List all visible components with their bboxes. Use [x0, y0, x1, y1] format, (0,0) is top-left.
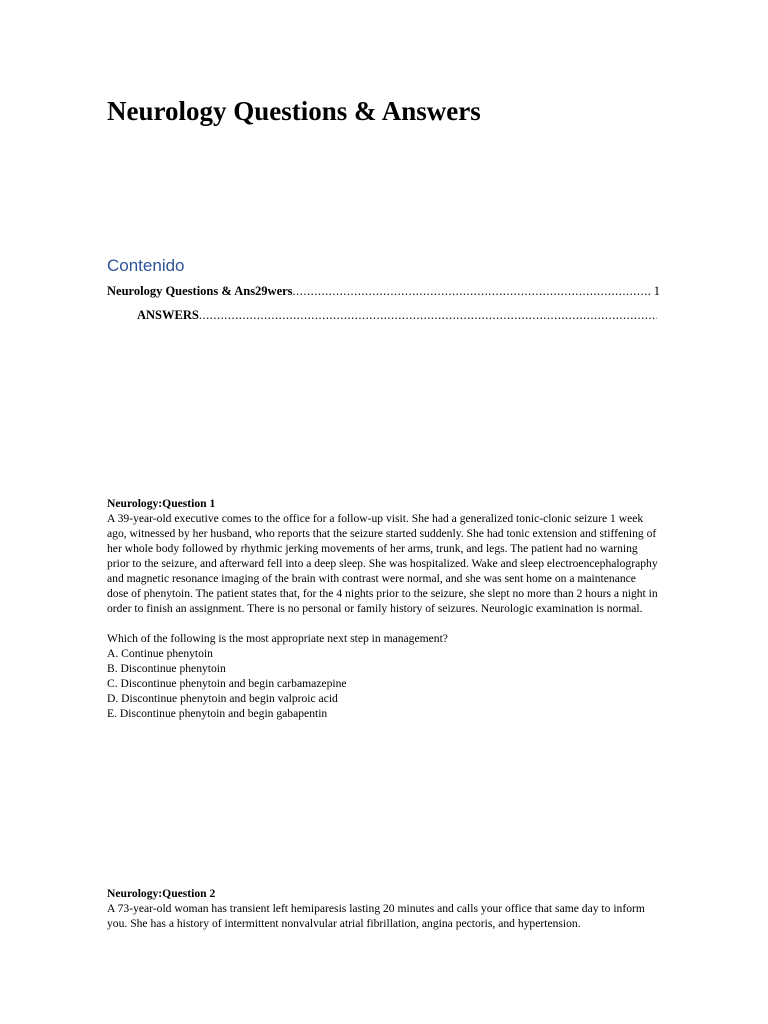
toc-page-number: 1 — [653, 284, 660, 298]
answer-option-c: C. Discontinue phenytoin and begin carbamazepine — [107, 677, 347, 690]
answer-options — [107, 646, 659, 721]
question-stem: A 39-year-old executive comes to the office for a follow-up visit. She had a generalized tonic-clonic seizure 1 week ago, witnessed by her husband, who reports that the seizure started suddenly. She had tonic extension and stiffening of her whole body followed by rhythmic jerking movements of her arms, trunk, and legs. The patient had no warning prior to the seizure, and afterward fell into a deep sleep. She was hospitalized. Wake and sleep electroencephalography and magnetic resonance imaging of the brain with contrast were normal, and she was sent home on a maintenance dose of phenytoin. The patient states that, for the 4 nights prior to the seizure, she slept no more than 2 hours a night in order to finish an assignment. There is no personal or family history of seizures. Neurologic examination is normal. — [107, 512, 658, 615]
toc-dot-leader — [199, 307, 657, 323]
answer-option-b: B. Discontinue phenytoin — [107, 662, 226, 675]
question-title: Neurology:Question 1 — [107, 497, 216, 510]
toc-entry-text: Neurology Questions & Ans29wers — [107, 284, 293, 298]
toc-entry-text: ANSWERS — [137, 308, 199, 322]
question-2 — [107, 886, 659, 931]
answer-option-e: E. Discontinue phenytoin and begin gabapentin — [107, 707, 328, 720]
question-title: Neurology:Question 2 — [107, 887, 216, 900]
toc-dot-leader — [293, 283, 651, 299]
question-1 — [107, 496, 659, 721]
document-title: Neurology Questions & Answers — [107, 96, 481, 126]
answer-option-d: D. Discontinue phenytoin and begin valproic acid — [107, 692, 338, 705]
toc-entry-answers[interactable] — [137, 307, 660, 323]
answer-option-a: A. Continue phenytoin — [107, 647, 213, 660]
toc-entry-neurology-questions[interactable] — [107, 283, 660, 299]
question-prompt: Which of the following is the most appropriate next step in management? — [107, 632, 448, 645]
question-stem: A 73-year-old woman has transient left hemiparesis lasting 20 minutes and calls your office that same day to inform you. She has a history of intermittent nonvalvular atrial fibrillation, angina pectoris, and hypertension. — [107, 902, 645, 930]
toc-heading: Contenido — [107, 256, 185, 275]
